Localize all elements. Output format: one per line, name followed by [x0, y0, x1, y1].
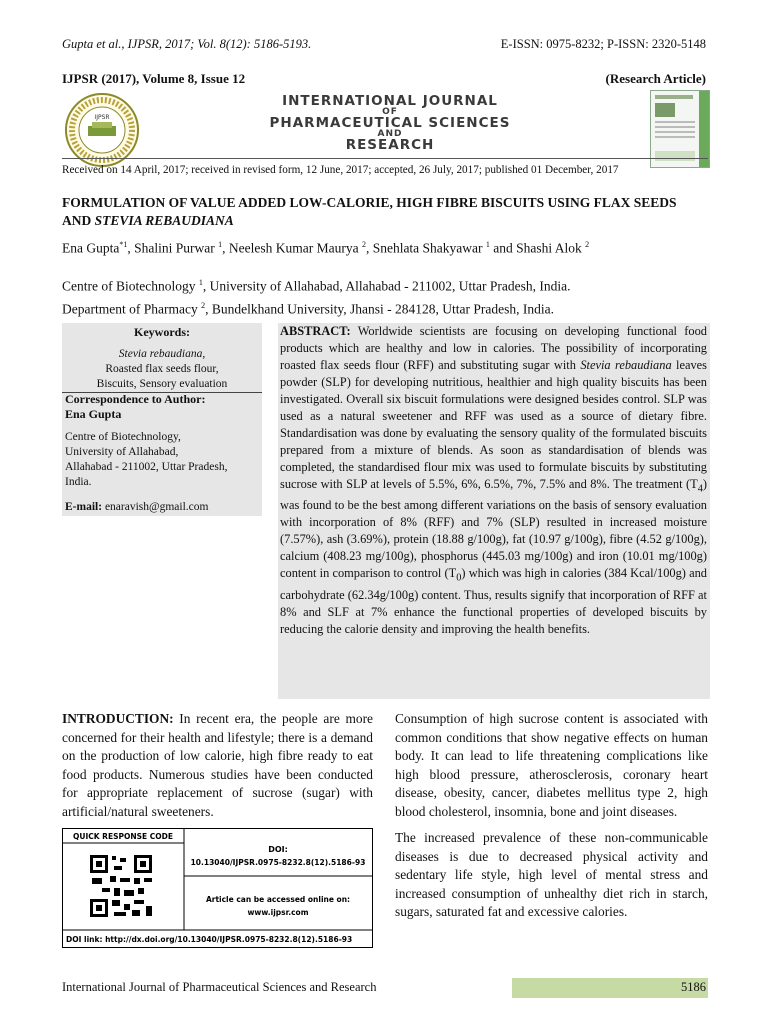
journal-name-line5: RESEARCH — [345, 137, 435, 153]
author: Shashi Alok — [516, 240, 586, 256]
footer-page-bar — [512, 978, 708, 998]
page-number: 5186 — [681, 980, 706, 994]
affiliation: Centre of Biotechnology $^1$, University of Allahabad, Allahabad - 211002, Uttar Pradesh, India. — [62, 278, 571, 294]
affiliations — [62, 273, 708, 318]
doi-value: 10.13040/IJPSR.0975-8232.8(12).5186-93 — [190, 858, 366, 867]
journal-cover-thumbnail — [650, 90, 710, 168]
correspondence-email: E-mail: enaravish@gmail.com — [65, 501, 209, 513]
title-italic: STEVIA REBAUDIANA — [94, 213, 234, 228]
footer-journal: International Journal of Pharmaceutical Sciences and Research — [62, 980, 377, 994]
abstract-text: ABSTRACT: Worldwide scientists are focusing on developing functional food products which are healthy and low in calories. The possibility of incorporating roasted flax seeds flour (RFF) and substituting sugar with Stevia rebaudiana leaves powder (SLP) for developing nutritious, healthier and high quality biscuits has been investigated. Overall six biscuit formulations were designed besides control. SLP was used as a natural sweetener and RFF was used as a source of dietary fibre. Standardisation was done by evaluating the sensory quality of the formulated biscuits prepared from a mixture of blends. As soon as standardisation of blends was completed, the standardised flour mix was used to formulate biscuits by substituting sucrose with SLP at levels of 5.5%, 6%, 6.5%, 7%, 7.5% and 8%. The treatment $(T_4)$ was found to be the best among different variations on the basis of sensory evaluation with incorporation of 8% (RFF) and 7% (SLP) resulted in increased moisture (7.57%), ash (3.69%), protein (18.88 g/100g), fat (10.97 g/100g), fibre (4.52 g/100g), calcium (408.23 mg/100g), phosphorus (445.03 mg/100g) and iron (10.01 mg/100g) content in comparison to control $(T_0)$ which was high in calories (384 Kcal/100g) and carbohydrate (62.34g/100g) content. Thus, results signify that incorporation of RFF at 8% and SLF at 7% enhance the functional properties of developed biscuits by reducing the calorie density and improving the health benefits. — [280, 324, 707, 636]
body-paragraph: The increased prevalence of these non-communicable diseases is due to decreased physical activity and sedentary life style, high level of mental stress and increased consumption of unhealthy diet rich in starch, sugars, saturated fat and excessive calories. — [395, 830, 708, 919]
corresponding-author: Ena Gupta — [65, 407, 122, 421]
body-column-right — [395, 710, 708, 930]
keyword: Stevia rebaudiana — [118, 348, 203, 360]
title-text: FORMULATION OF VALUE ADDED LOW-CALORIE, HIGH FIBRE BISCUITS USING FLAX SEEDS AND — [62, 195, 677, 228]
access-label: Article can be accessed online on: — [205, 895, 351, 904]
email-link[interactable]: enaravish@gmail.com — [104, 501, 209, 513]
keyword: Biscuits, Sensory evaluation — [96, 378, 228, 390]
author: Shalini Purwar — [134, 240, 219, 256]
journal-name-line2: OF — [382, 107, 398, 117]
header-divider — [62, 158, 708, 159]
doi-link: DOI link: http://dx.doi.org/10.13040/IJPSR.0975-8232.8(12).5186-93 — [66, 935, 353, 944]
keyword: Roasted flax seeds flour, — [105, 363, 219, 375]
keywords-list: Stevia rebaudiana, Roasted flax seeds flour, Biscuits, Sensory evaluation — [62, 347, 262, 392]
body-paragraph: Consumption of high sucrose content is associated with common conditions that show negative effects on human body. It can lead to life threatening complications like high blood pressure, atherosclerosis, coronary heart disease, obesity, cancer, diabetes mellitus type 2, high blood cholesterol, insomnia, bone and joint diseases. — [395, 711, 708, 819]
journal-name-line3: PHARMACEUTICAL SCIENCES — [269, 115, 511, 131]
journal-logo — [64, 92, 140, 168]
journal-name-block — [262, 95, 518, 152]
qr-title: QUICK RESPONSE CODE — [73, 832, 173, 841]
article-type: (Research Article) — [605, 71, 706, 86]
introduction-text: INTRODUCTION: In recent era, the people are more concerned for their health and lifestyle; there is a demand on the production of low calorie, high fibre ready to eat food products. Numerous studies have been conducted for appropriate replacement of sucrose (sugar) with artificial/natural sweeteners. — [62, 711, 373, 819]
correspondence-address: Centre of Biotechnology, University of Allahabad, Allahabad - 211002, Uttar Pradesh, India. — [65, 431, 228, 488]
abstract-label: ABSTRACT: — [280, 324, 351, 338]
journal-name-line1: INTERNATIONAL JOURNAL — [282, 93, 498, 109]
received-dates: Received on 14 April, 2017; received in revised form, 12 June, 2017; accepted, 26 July, 2017; published 01 December, 2017 — [62, 164, 619, 176]
keywords-heading: Keywords: — [134, 325, 190, 339]
logo-text: IJPSR — [94, 114, 110, 121]
running-citation: Gupta et al., IJPSR, 2017; Vol. 8(12): 5186-5193. — [62, 37, 312, 51]
article-title — [62, 194, 708, 230]
correspondence-heading: Correspondence to Author: Ena Gupta — [65, 392, 261, 422]
introduction-label: INTRODUCTION: — [62, 711, 174, 726]
author-list: Ena Gupta$^{*1}$, Shalini Purwar $^1$, Neelesh Kumar Maurya $^2$, Snehlata Shakyawar $^1$ and Shashi Alok $^2$ — [62, 240, 590, 256]
author: Snehlata Shakyawar — [372, 240, 486, 256]
doi-label: DOI: — [268, 845, 288, 854]
author: Neelesh Kumar Maurya — [228, 240, 362, 256]
qr-info-box — [62, 828, 373, 948]
volume-issue: IJPSR (2017), Volume 8, Issue 12 — [62, 71, 246, 86]
access-url: www.ijpsr.com — [247, 908, 309, 917]
author: Ena Gupta — [62, 240, 120, 256]
qr-code-icon — [89, 854, 153, 918]
affiliation: Department of Pharmacy $^2$, Bundelkhand University, Jhansi - 284128, Uttar Pradesh, India. — [62, 300, 555, 316]
journal-name-line4: AND — [377, 129, 403, 139]
issn-text: E-ISSN: 0975-8232; P-ISSN: 2320-5148 — [500, 37, 706, 51]
